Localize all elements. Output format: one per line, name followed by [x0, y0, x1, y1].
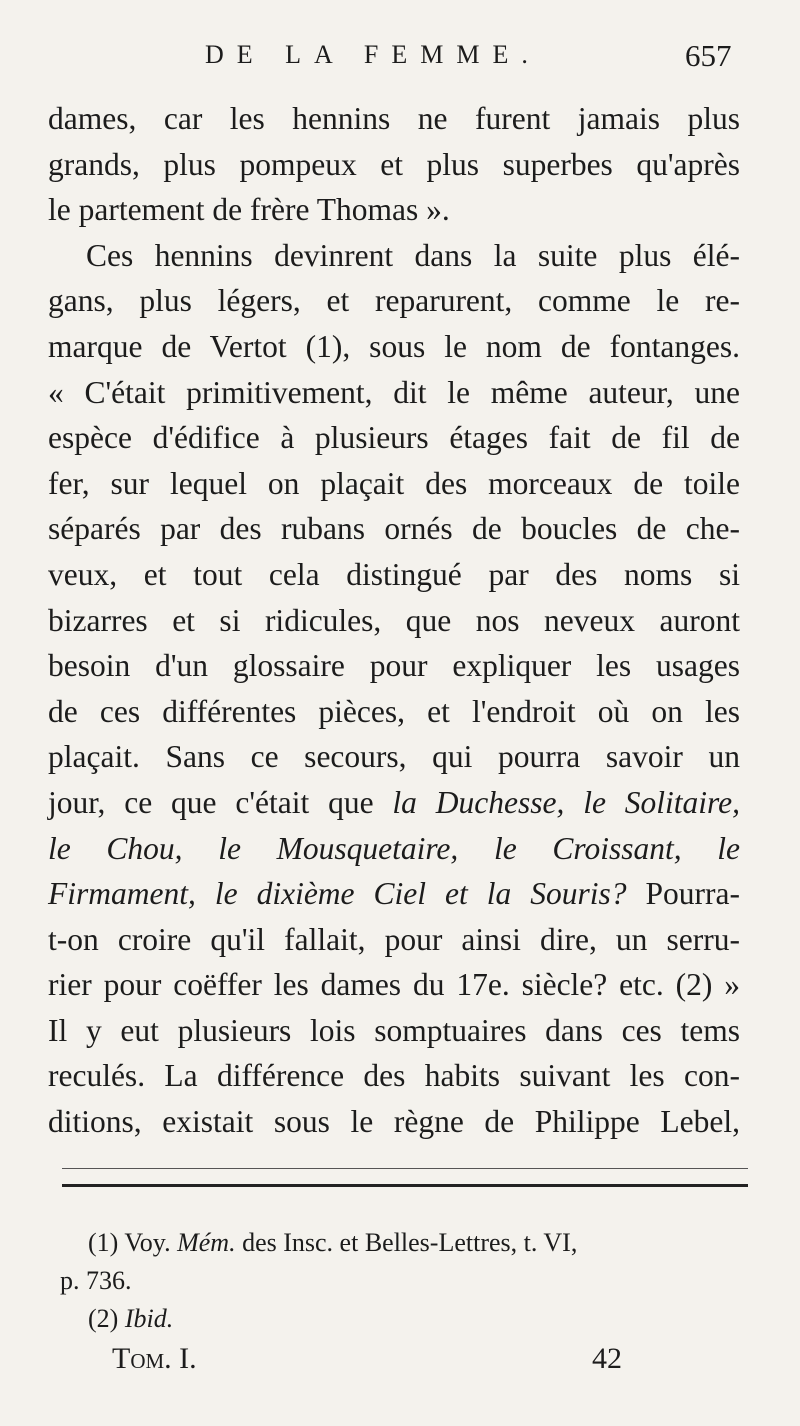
text-line: Il y eut plusieurs lois somptuaires dans ces tems: [48, 1012, 740, 1048]
sheet-number: 42: [592, 1342, 622, 1375]
text-line: Ces hennins devinrent dans la suite plus élé-: [86, 237, 740, 273]
text-line: bizarres et si ridicules, que nos neveux auront: [48, 602, 740, 638]
text-line: plaçait. Sans ce secours, qui pourra savoir un: [48, 739, 740, 775]
footnote-1: [60, 1224, 750, 1262]
text-line: grands, plus pompeux et plus superbes qu'après: [48, 146, 740, 182]
text-line: dames, car les hennins ne furent jamais plus: [48, 101, 740, 136]
text-line: [48, 780, 740, 826]
italic-titles: la Duchesse, le Solitaire,: [392, 784, 740, 820]
text-line: ditions, existait sous le règne de Philippe Lebel,: [48, 1104, 740, 1140]
separator-rule-thick: [62, 1184, 748, 1187]
footnotes: [60, 1224, 750, 1338]
text-line: reculés. La différence des habits suivant les con-: [48, 1058, 740, 1094]
italic-titles: Firmament, le dixième Ciel et la Souris?: [48, 876, 627, 912]
footnote-1-continuation: p. 736.: [60, 1266, 132, 1295]
footnote-abbrev: Mém.: [177, 1228, 236, 1257]
text-line: le partement de frère Thomas ».: [48, 192, 450, 228]
text-line: besoin d'un glossaire pour expliquer les usages: [48, 648, 740, 684]
page-header: [0, 38, 800, 88]
text-line: fer, sur lequel on plaçait des morceaux de toile: [48, 465, 740, 501]
text-segment: Pourra-: [626, 876, 740, 912]
text-line: [48, 871, 740, 917]
footnote-abbrev: Ibid.: [124, 1304, 174, 1333]
text-line: espèce d'édifice à plusieurs étages fait de fil de: [48, 420, 740, 456]
running-title: DE LA FEMME.: [205, 40, 541, 69]
footnote-text: (1) Voy.: [88, 1228, 178, 1257]
body-text: [48, 96, 740, 1145]
text-line: gans, plus légers, et reparurent, comme le re-: [48, 283, 740, 319]
text-line: le Chou, le Mousquetaire, le Croissant, le: [48, 830, 740, 866]
text-line: de ces différentes pièces, et l'endroit où on les: [48, 693, 740, 729]
text-line: veux, et tout cela distingué par des noms si: [48, 556, 740, 592]
text-line: « C'était primitivement, dit le même auteur, une: [48, 374, 740, 410]
page-number: 657: [685, 38, 732, 73]
text-line: rier pour coëffer les dames du 17e. siècle? etc. (2) »: [48, 967, 740, 1003]
text-segment: jour, ce que c'était que: [48, 784, 393, 820]
volume-signature: Tom. I.: [112, 1342, 197, 1375]
text-line: marque de Vertot (1), sous le nom de fontanges.: [48, 328, 740, 364]
footnote-text: (2): [88, 1304, 125, 1333]
separator-rule-thin: [62, 1168, 748, 1169]
footnote-2: [60, 1300, 750, 1338]
text-line: t-on croire qu'il fallait, pour ainsi dire, un serru-: [48, 921, 740, 957]
text-line: séparés par des rubans ornés de boucles de che-: [48, 511, 740, 547]
footnote-text: des Insc. et Belles-Lettres, t. VI,: [235, 1228, 578, 1257]
page-footer: [0, 1342, 800, 1382]
